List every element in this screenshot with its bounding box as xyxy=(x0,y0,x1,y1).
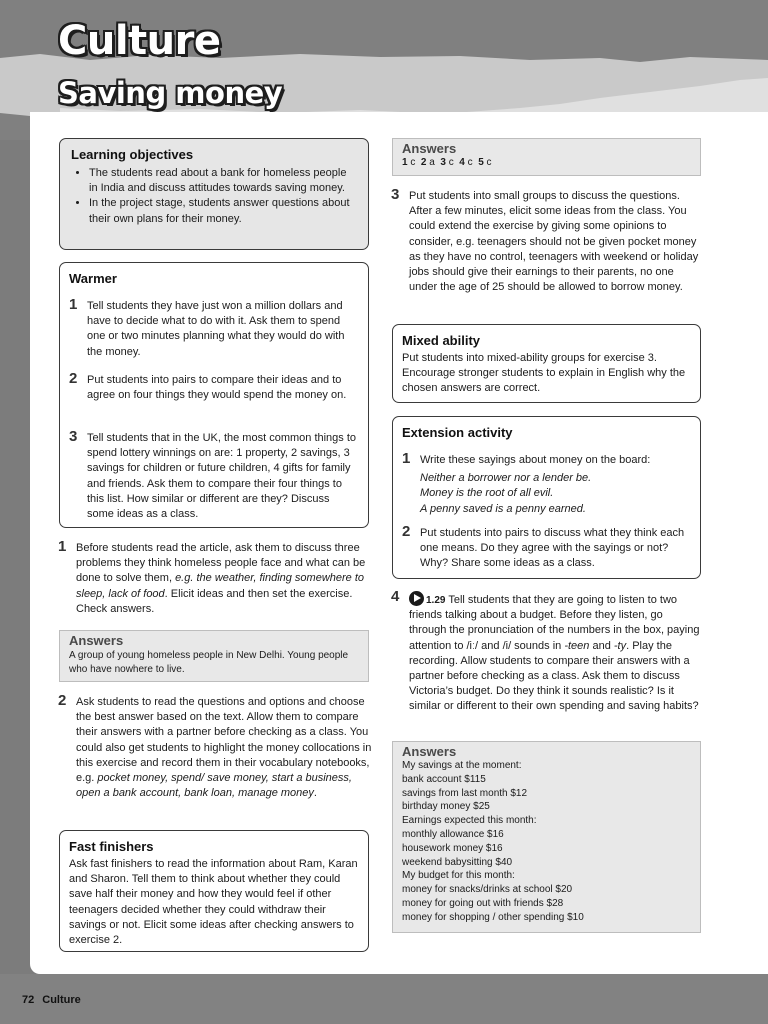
warmer-item xyxy=(69,370,359,403)
answer-letter: a xyxy=(429,157,435,168)
warmer-title: Warmer xyxy=(69,271,117,286)
conjunction: and xyxy=(589,639,614,652)
answers-box xyxy=(392,741,701,933)
answer-number: 4 xyxy=(459,157,465,168)
answer-number: 5 xyxy=(478,157,484,168)
answer-letter: c xyxy=(410,157,416,168)
exercise-1 xyxy=(58,538,372,617)
exercise-4 xyxy=(391,588,701,715)
answer-letter: c xyxy=(467,157,473,168)
answers-text: A group of young homeless people in New Delhi. Young people who have nowhere to live. xyxy=(69,650,349,675)
budget-line: money for going out with friends $28 xyxy=(402,897,564,909)
answer-key xyxy=(402,156,691,170)
answers-title: Answers xyxy=(402,744,457,759)
mixed-ability-title: Mixed ability xyxy=(402,333,481,348)
item-number: 3 xyxy=(69,428,78,445)
extension-item xyxy=(402,523,694,572)
audio-play-icon[interactable] xyxy=(409,591,424,606)
page-number: 72 xyxy=(22,994,35,1006)
exercise-text: Tell students that they are going to listen to two friends talking about a budget. Before they listen, go through the pronunciation of the numbers in the box, paying attention to /iː/ and /i/ sounds in xyxy=(409,594,700,652)
objective-item: • The students read about a bank for homeless people in India and discuss attitudes towards saving money. xyxy=(89,166,356,196)
mixed-ability-text: Put students into mixed-ability groups for exercise 3. Encourage stronger students to explain in English why the chosen answers are correct. xyxy=(402,352,686,395)
item-text: Put students into pairs to discuss what they think each one means. Do they agree with the sayings or not? Why? Share some ideas as a class. xyxy=(420,527,685,570)
suffix-teen: -teen xyxy=(564,639,590,652)
item-text: Put students into pairs to compare their ideas and to agree on four things they would spend the money on. xyxy=(87,374,347,402)
budget-line: My budget for this month: xyxy=(402,870,515,882)
budget-line: birthday money $25 xyxy=(402,801,490,813)
budget-line: My savings at the moment: xyxy=(402,760,522,771)
learning-objectives-title: Learning objectives xyxy=(71,147,194,162)
item-number: 2 xyxy=(69,370,78,387)
fast-finishers-title: Fast finishers xyxy=(69,839,154,854)
item-number: 1 xyxy=(69,296,78,313)
saying: Money is the root of all evil. xyxy=(420,487,554,500)
exercise-text: Ask students to read the questions and options and choose the best answer based on the text. Allow them to compare their answers with a partner before checking as a class. You could also get students to highlight the money collocations in this exercise and record them in their vocabulary notebooks, e.g. xyxy=(76,696,372,785)
answer-number: 2 xyxy=(420,157,427,168)
extension-title: Extension activity xyxy=(402,425,513,440)
warmer-box xyxy=(59,262,369,528)
answer-number: 3 xyxy=(440,157,446,168)
warmer-item xyxy=(69,296,359,360)
exercise-number: 1 xyxy=(58,538,67,555)
budget-line: money for shopping / other spending $10 xyxy=(402,911,584,923)
budget-line: weekend babysitting $40 xyxy=(402,856,513,868)
exercise-examples: e.g. the weather, finding somewhere to sleep, lack of food xyxy=(76,572,365,600)
budget-answers xyxy=(402,759,691,925)
exercise-text-end: . xyxy=(313,787,317,800)
learning-objectives-box xyxy=(59,138,369,250)
exercise-examples: pocket money, spend/ save money, start a business, open a bank account, bank loan, manage money xyxy=(76,772,352,800)
warmer-item xyxy=(69,428,359,522)
answers-box xyxy=(392,138,701,176)
fast-finishers-box xyxy=(59,830,369,952)
footer xyxy=(22,994,81,1006)
budget-line: savings from last month $12 xyxy=(402,787,528,799)
answer-letter: c xyxy=(448,157,454,168)
budget-line: bank account $115 xyxy=(402,773,486,785)
budget-line: money for snacks/drinks at school $20 xyxy=(402,884,573,896)
exercise-2 xyxy=(58,692,372,801)
learning-objectives-list xyxy=(71,166,356,227)
section-title: Culture xyxy=(58,18,221,64)
extension-activity-box xyxy=(392,416,701,579)
objective-item: • In the project stage, students answer questions about their own plans for their money. xyxy=(89,196,356,226)
answers-box xyxy=(59,630,369,682)
exercise-number: 4 xyxy=(391,588,400,605)
item-text: Write these sayings about money on the board: xyxy=(420,454,651,466)
budget-line: housework money $16 xyxy=(402,842,503,854)
budget-line: Earnings expected this month: xyxy=(402,815,537,827)
item-text: Tell students that in the UK, the most common things to spend lottery winnings on are: 1 property, 2 savings, 3 savings for children or future children, 4 gifts for family and friends. Ask them to compare their four things to this list. How similar or different are they? Discuss some ideas as a class. xyxy=(87,432,357,521)
exercise-3 xyxy=(391,186,701,295)
footer-band xyxy=(0,974,768,1024)
exercise-text-end: . Elicit ideas and then set the exercise. Check answers. xyxy=(76,587,353,615)
item-text: Tell students they have just won a million dollars and have to decide what to do with it. Ask them to spend one or two minutes planning what they would do with the money. xyxy=(87,300,345,358)
mixed-ability-box xyxy=(392,324,701,403)
exercise-text-end: . Play the recording. Allow students to compare their answers with a partner before checking as a class. Ask them to discuss Victoria’s budget. Do they think it sounds realistic? Is it similar or different to their own spending and saving habits? xyxy=(409,639,699,713)
exercise-number: 3 xyxy=(391,186,400,203)
exercise-text: Put students into small groups to discuss the questions. After a few minutes, elicit some ideas from the class. You could extend the exercise by giving some opinions to consider, e.g. teenagers should not be given pocket money as they have no control, teenagers with weekend or holiday jobs should give their earnings to their parents, no one under the age of 25 should be allowed to borrow money. xyxy=(409,190,699,294)
item-number: 1 xyxy=(402,450,411,467)
extension-item xyxy=(402,450,694,517)
lesson-title: Saving money xyxy=(58,76,283,110)
answers-title: Answers xyxy=(69,633,124,648)
suffix-ty: -ty xyxy=(613,639,627,652)
fast-finishers-text: Ask fast finishers to read the information about Ram, Karan and Sharon. Tell them to think about whether they could save half their money and how they would feel if other teenagers decided whether they could withdraw their savings or not. Elicit some ideas after checking answers to exercise 2. xyxy=(69,858,358,947)
footer-label: Culture xyxy=(42,994,81,1006)
answers-title: Answers xyxy=(402,141,457,156)
audio-track-number: 1.29 xyxy=(426,595,446,606)
exercise-text: Before students read the article, ask them to discuss three problems they think homeless people face and what can be done to solve them, xyxy=(76,542,366,585)
saying: A penny saved is a penny earned. xyxy=(420,502,586,515)
exercise-number: 2 xyxy=(58,692,67,709)
item-number: 2 xyxy=(402,523,411,540)
answer-number: 1 xyxy=(402,157,408,168)
budget-line: monthly allowance $16 xyxy=(402,828,504,840)
saying: Neither a borrower nor a lender be. xyxy=(420,472,592,485)
answer-letter: c xyxy=(486,157,492,168)
